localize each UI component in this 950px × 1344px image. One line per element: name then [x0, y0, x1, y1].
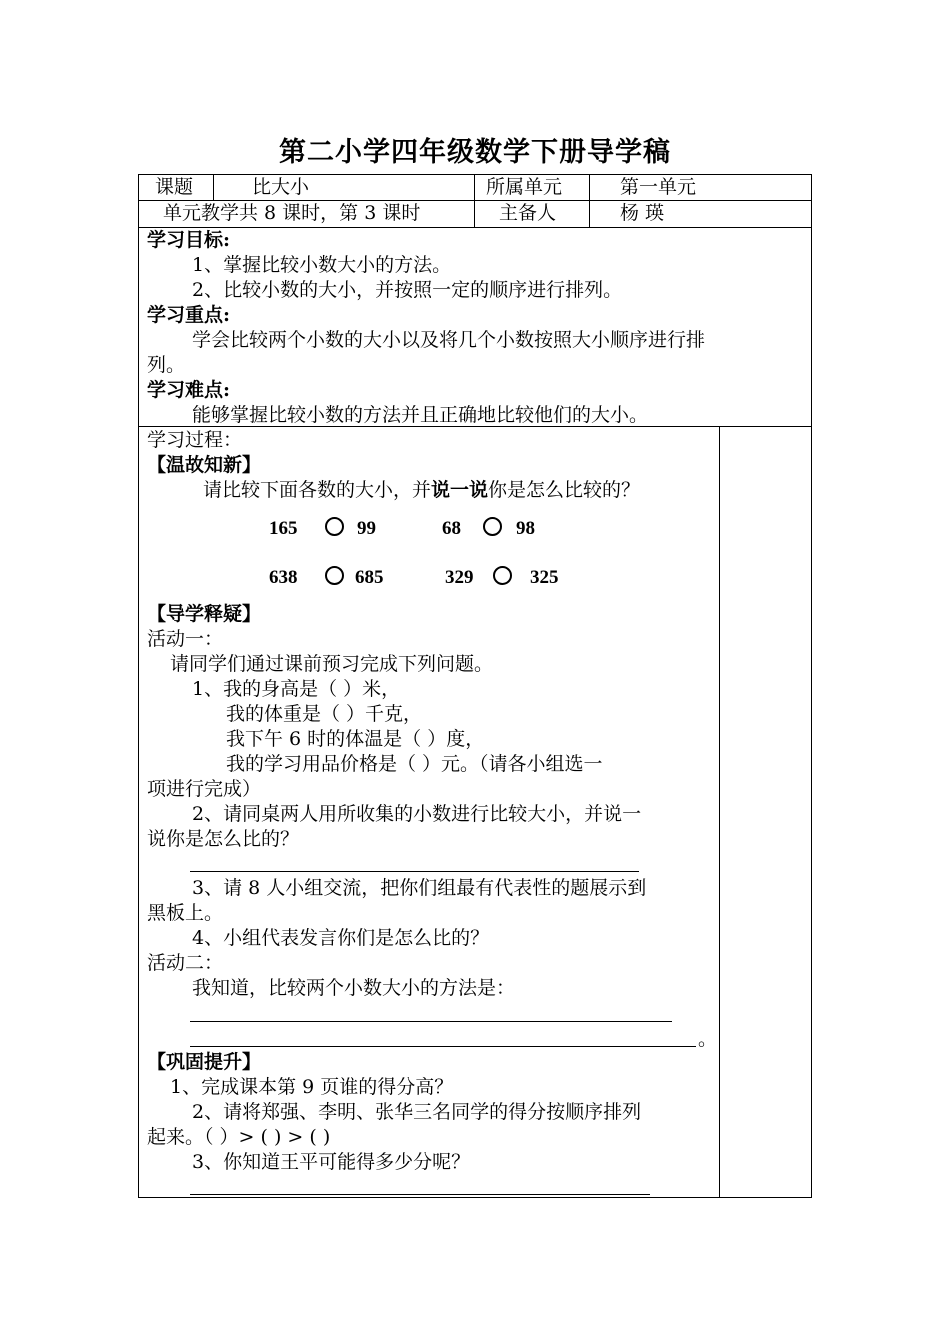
review-prompt: 请比较下面各数的大小，并说一说你是怎么比较的？	[203, 479, 641, 501]
preparer-value: 杨 瑛	[620, 202, 665, 224]
activity-one-label: 活动一：	[147, 628, 224, 650]
exercise-line: 3、你知道王平可能得多少分呢？	[192, 1151, 471, 1173]
col-divider	[474, 174, 475, 227]
question-line: 项进行完成）	[147, 778, 262, 800]
guide-heading: 【导学释疑】	[147, 603, 262, 625]
compare-circle	[325, 566, 344, 585]
topic-label: 课题	[155, 176, 194, 198]
key-points-text: 列。	[147, 354, 186, 376]
difficulty-heading: 学习难点:	[147, 379, 231, 401]
exercise-line: 1、完成课本第 9 页谁的得分高？	[170, 1076, 454, 1098]
activity-two-label: 活动二：	[147, 952, 224, 974]
col-divider	[719, 426, 720, 1198]
consolidate-heading: 【巩固提升】	[147, 1051, 262, 1073]
guide-intro: 请同学们通过课前预习完成下列问题。	[170, 653, 494, 675]
col-divider	[213, 174, 214, 200]
question-line: 我下午 6 时的体温是（ ）度，	[226, 728, 485, 750]
compare-circle	[325, 517, 344, 536]
method-prompt: 我知道，比较两个小数大小的方法是：	[192, 977, 516, 999]
topic-value: 比大小	[252, 176, 310, 198]
col-divider	[589, 174, 590, 227]
compare-number: 329	[445, 567, 474, 588]
difficulty-text: 能够掌握比较小数的方法并且正确地比较他们的大小。	[192, 404, 649, 426]
question-line: 我的体重是（ ）千克，	[226, 703, 423, 725]
unit-value: 第一单元	[620, 176, 697, 198]
preparer-label: 主备人	[499, 202, 557, 224]
compare-number: 638	[269, 567, 298, 588]
question-line: 3、请 8 人小组交流，把你们组最有代表性的题展示到	[192, 877, 647, 899]
page-title: 第二小学四年级数学下册导学稿	[279, 137, 671, 168]
question-line: 我的学习用品价格是（ ）元。（请各小组选一	[226, 753, 603, 775]
goal-item: 1、掌握比较小数大小的方法。	[192, 254, 452, 276]
compare-number: 165	[269, 518, 298, 539]
key-points-heading: 学习重点:	[147, 304, 231, 326]
row-divider	[138, 227, 812, 228]
answer-period: 。	[698, 1028, 718, 1050]
compare-number: 325	[530, 567, 559, 588]
question-line: 4、小组代表发言你们是怎么比的？	[192, 927, 490, 949]
question-line: 1、我的身高是（ ）米，	[192, 678, 401, 700]
answer-line[interactable]	[190, 1046, 696, 1047]
exercise-line: 2、请将郑强、李明、张华三名同学的得分按顺序排列	[192, 1101, 642, 1123]
process-heading: 学习过程：	[147, 429, 243, 451]
unit-label: 所属单元	[486, 176, 563, 198]
answer-line[interactable]	[190, 871, 639, 872]
review-heading: 【温故知新】	[147, 454, 262, 476]
question-line: 2、请同桌两人用所收集的小数进行比较大小，并说一	[192, 803, 642, 825]
exercise-line: 起来。（ ）> ( ) > ( )	[147, 1126, 331, 1148]
compare-circle	[483, 517, 502, 536]
key-points-text: 学会比较两个小数的大小以及将几个小数按照大小顺序进行排	[192, 329, 706, 351]
compare-number: 68	[442, 518, 461, 539]
compare-number: 98	[516, 518, 535, 539]
compare-circle	[493, 566, 512, 585]
goals-heading: 学习目标:	[147, 229, 231, 251]
lesson-count: 单元教学共 8 课时，第 3 课时	[163, 202, 421, 224]
question-line: 黑板上。	[147, 902, 224, 924]
compare-number: 99	[357, 518, 376, 539]
goal-item: 2、比较小数的大小，并按照一定的顺序进行排列。	[192, 279, 623, 301]
answer-line[interactable]	[190, 1194, 650, 1195]
compare-number: 685	[355, 567, 384, 588]
answer-line[interactable]	[190, 1021, 672, 1022]
question-line: 说你是怎么比的？	[147, 828, 300, 850]
